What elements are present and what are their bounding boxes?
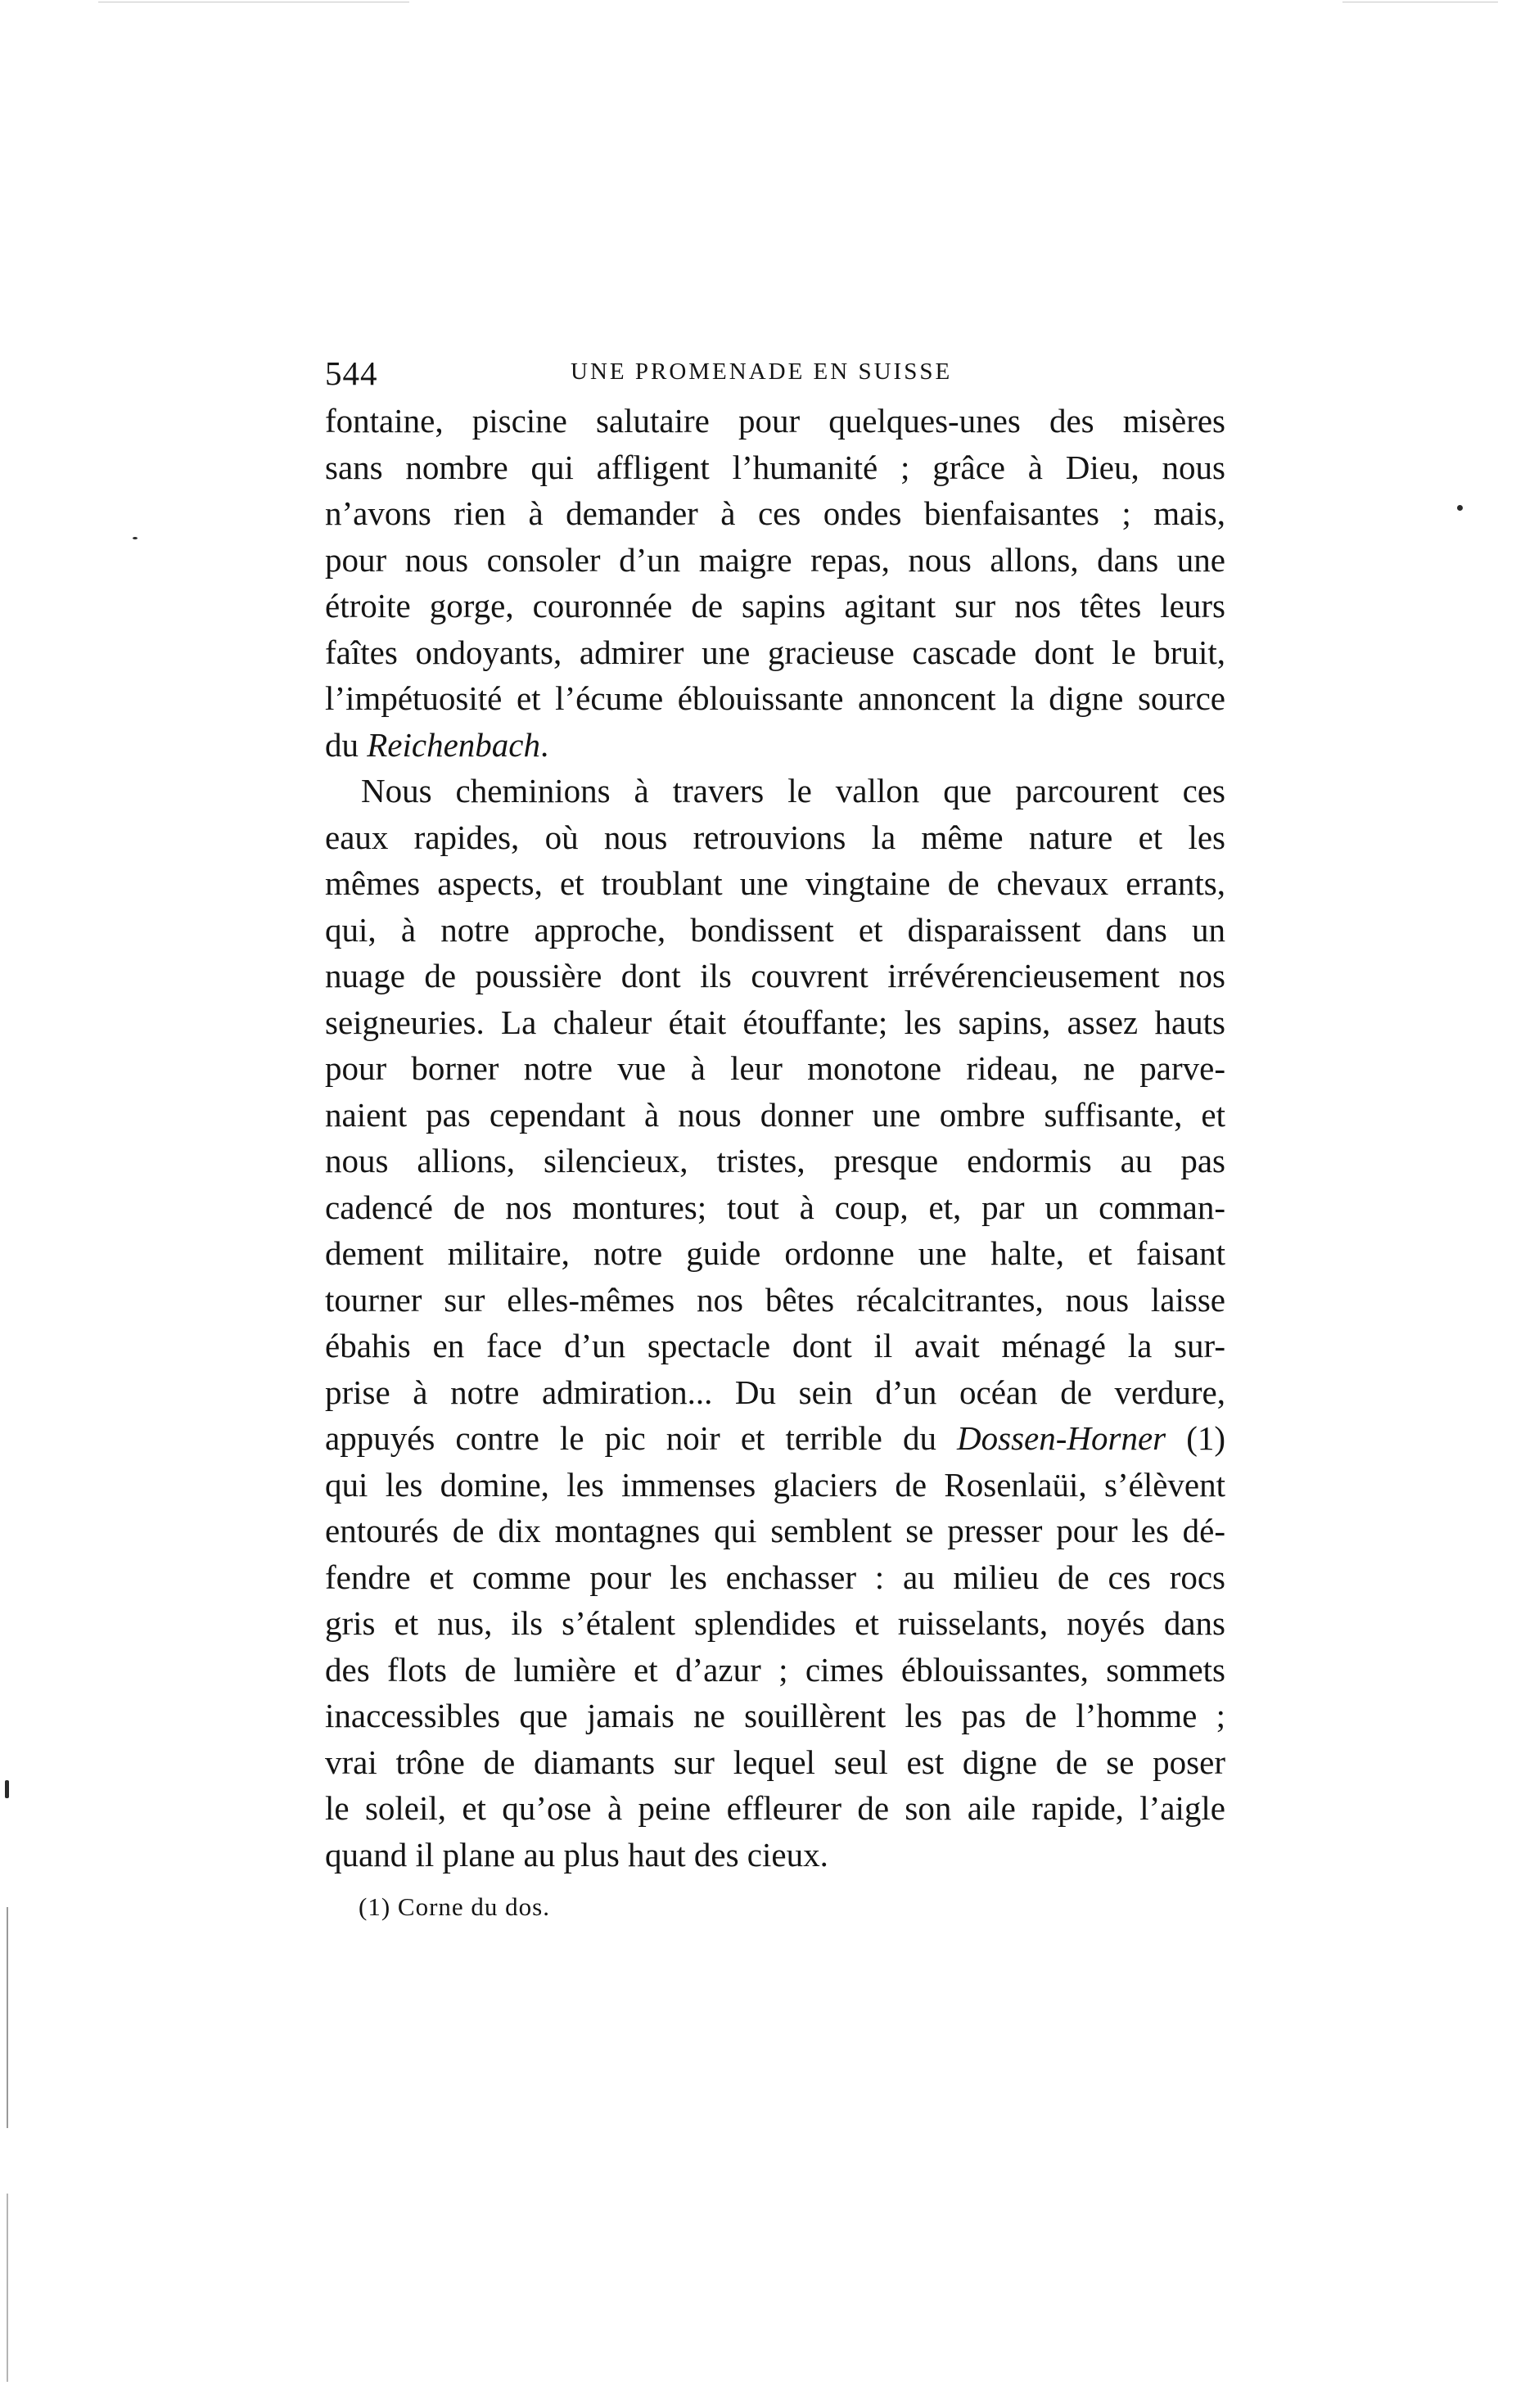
body-text [325,398,1225,1878]
text-line: ébahis en face d’un spectacle dont il avait ménagé la sur- [325,1327,1225,1364]
page-number: 544 [325,354,378,392]
text-line: seigneuries. La chaleur était étouffante; les sapins, assez hauts [325,1003,1225,1041]
footnote: (1) Corne du dos. [359,1892,550,1921]
text-line: dement militaire, notre guide ordonne une halte, et faisant [325,1234,1225,1272]
running-title: UNE PROMENADE EN SUISSE [571,358,953,385]
text-line: Nous cheminions à travers le vallon que parcourent ces [361,772,1225,809]
text-line [325,722,1225,769]
text-line: fontaine, piscine salutaire pour quelques-unes des misères [325,402,1225,440]
text-line: pour nous consoler d’un maigre repas, nous allons, dans une [325,540,1225,579]
text-line: quand il plane au plus haut des cieux. [325,1835,828,1874]
text-line: vrai trône de diamants sur lequel seul est digne de se poser [325,1743,1225,1781]
text-run: du [325,725,368,764]
text-line: cadencé de nos montures; tout à coup, et, par un comman- [325,1188,1225,1226]
text-run: (1) [1166,1419,1225,1457]
text-run: . [539,725,549,764]
paragraph-1 [325,398,1225,768]
text-line: n’avons rien à demander à ces ondes bienfaisantes ; mais, [325,494,1225,532]
text-line: nous allions, silencieux, tristes, presque endormis au pas [325,1142,1225,1179]
text-line: prise à notre admiration... Du sein d’un océan de verdure, [325,1373,1225,1411]
text-line: qui, à notre approche, bondissent et disparaissent dans un [325,910,1225,949]
ink-speck [5,1780,9,1798]
text-line: inaccessibles que jamais ne souillèrent les pas de l’homme ; [325,1697,1225,1734]
text-line: le soleil, et qu’ose à peine effleurer de son aile rapide, l’aigle [325,1789,1225,1827]
text-line: pour borner notre vue à leur monotone rideau, ne parve- [325,1049,1225,1087]
text-line: étroite gorge, couronnée de sapins agitant sur nos têtes leurs [325,587,1225,625]
text-line: gris et nus, ils s’étalent splendides et ruisselants, noyés dans [325,1604,1225,1642]
text-line: tourner sur elles-mêmes nos bêtes récalcitrantes, nous laisse [325,1280,1225,1319]
text-line: l’impétuosité et l’écume éblouissante annoncent la digne source [325,679,1225,717]
scan-left-edge-mark [7,1907,8,2128]
text-line: entourés de dix montagnes qui semblent se presser pour les dé- [325,1512,1225,1549]
text-line: nuage de poussière dont ils couvrent irrévérencieusement nos [325,957,1225,994]
text-run: appuyés contre le pic noir et terrible du [325,1419,958,1457]
text-line: faîtes ondoyants, admirer une gracieuse cascade dont le bruit, [325,633,1225,671]
ink-speck [1457,505,1463,511]
text-line: naient pas cependant à nous donner une ombre suffisante, et [325,1095,1225,1134]
text-line [325,1415,1225,1462]
text-line: qui les domine, les immenses glaciers de Rosenlaüi, s’élèvent [325,1465,1225,1504]
running-head [325,354,1225,403]
scan-left-edge-mark [7,2194,8,2382]
text-line: des flots de lumière et d’azur ; cimes éblouissantes, sommets [325,1650,1225,1689]
paragraph-2 [325,768,1225,1878]
text-line: fendre et comme pour les enchasser : au milieu de ces rocs [325,1558,1225,1596]
text-line: sans nombre qui affligent l’humanité ; grâce à Dieu, nous [325,448,1225,486]
italic-name: Reichenbach [367,725,540,764]
ink-speck [133,537,138,539]
italic-name: Dossen-Horner [957,1419,1166,1457]
text-line: mêmes aspects, et troublant une vingtaine de chevaux errants, [325,864,1225,902]
text-line: eaux rapides, où nous retrouvions la même nature et les [325,818,1225,856]
